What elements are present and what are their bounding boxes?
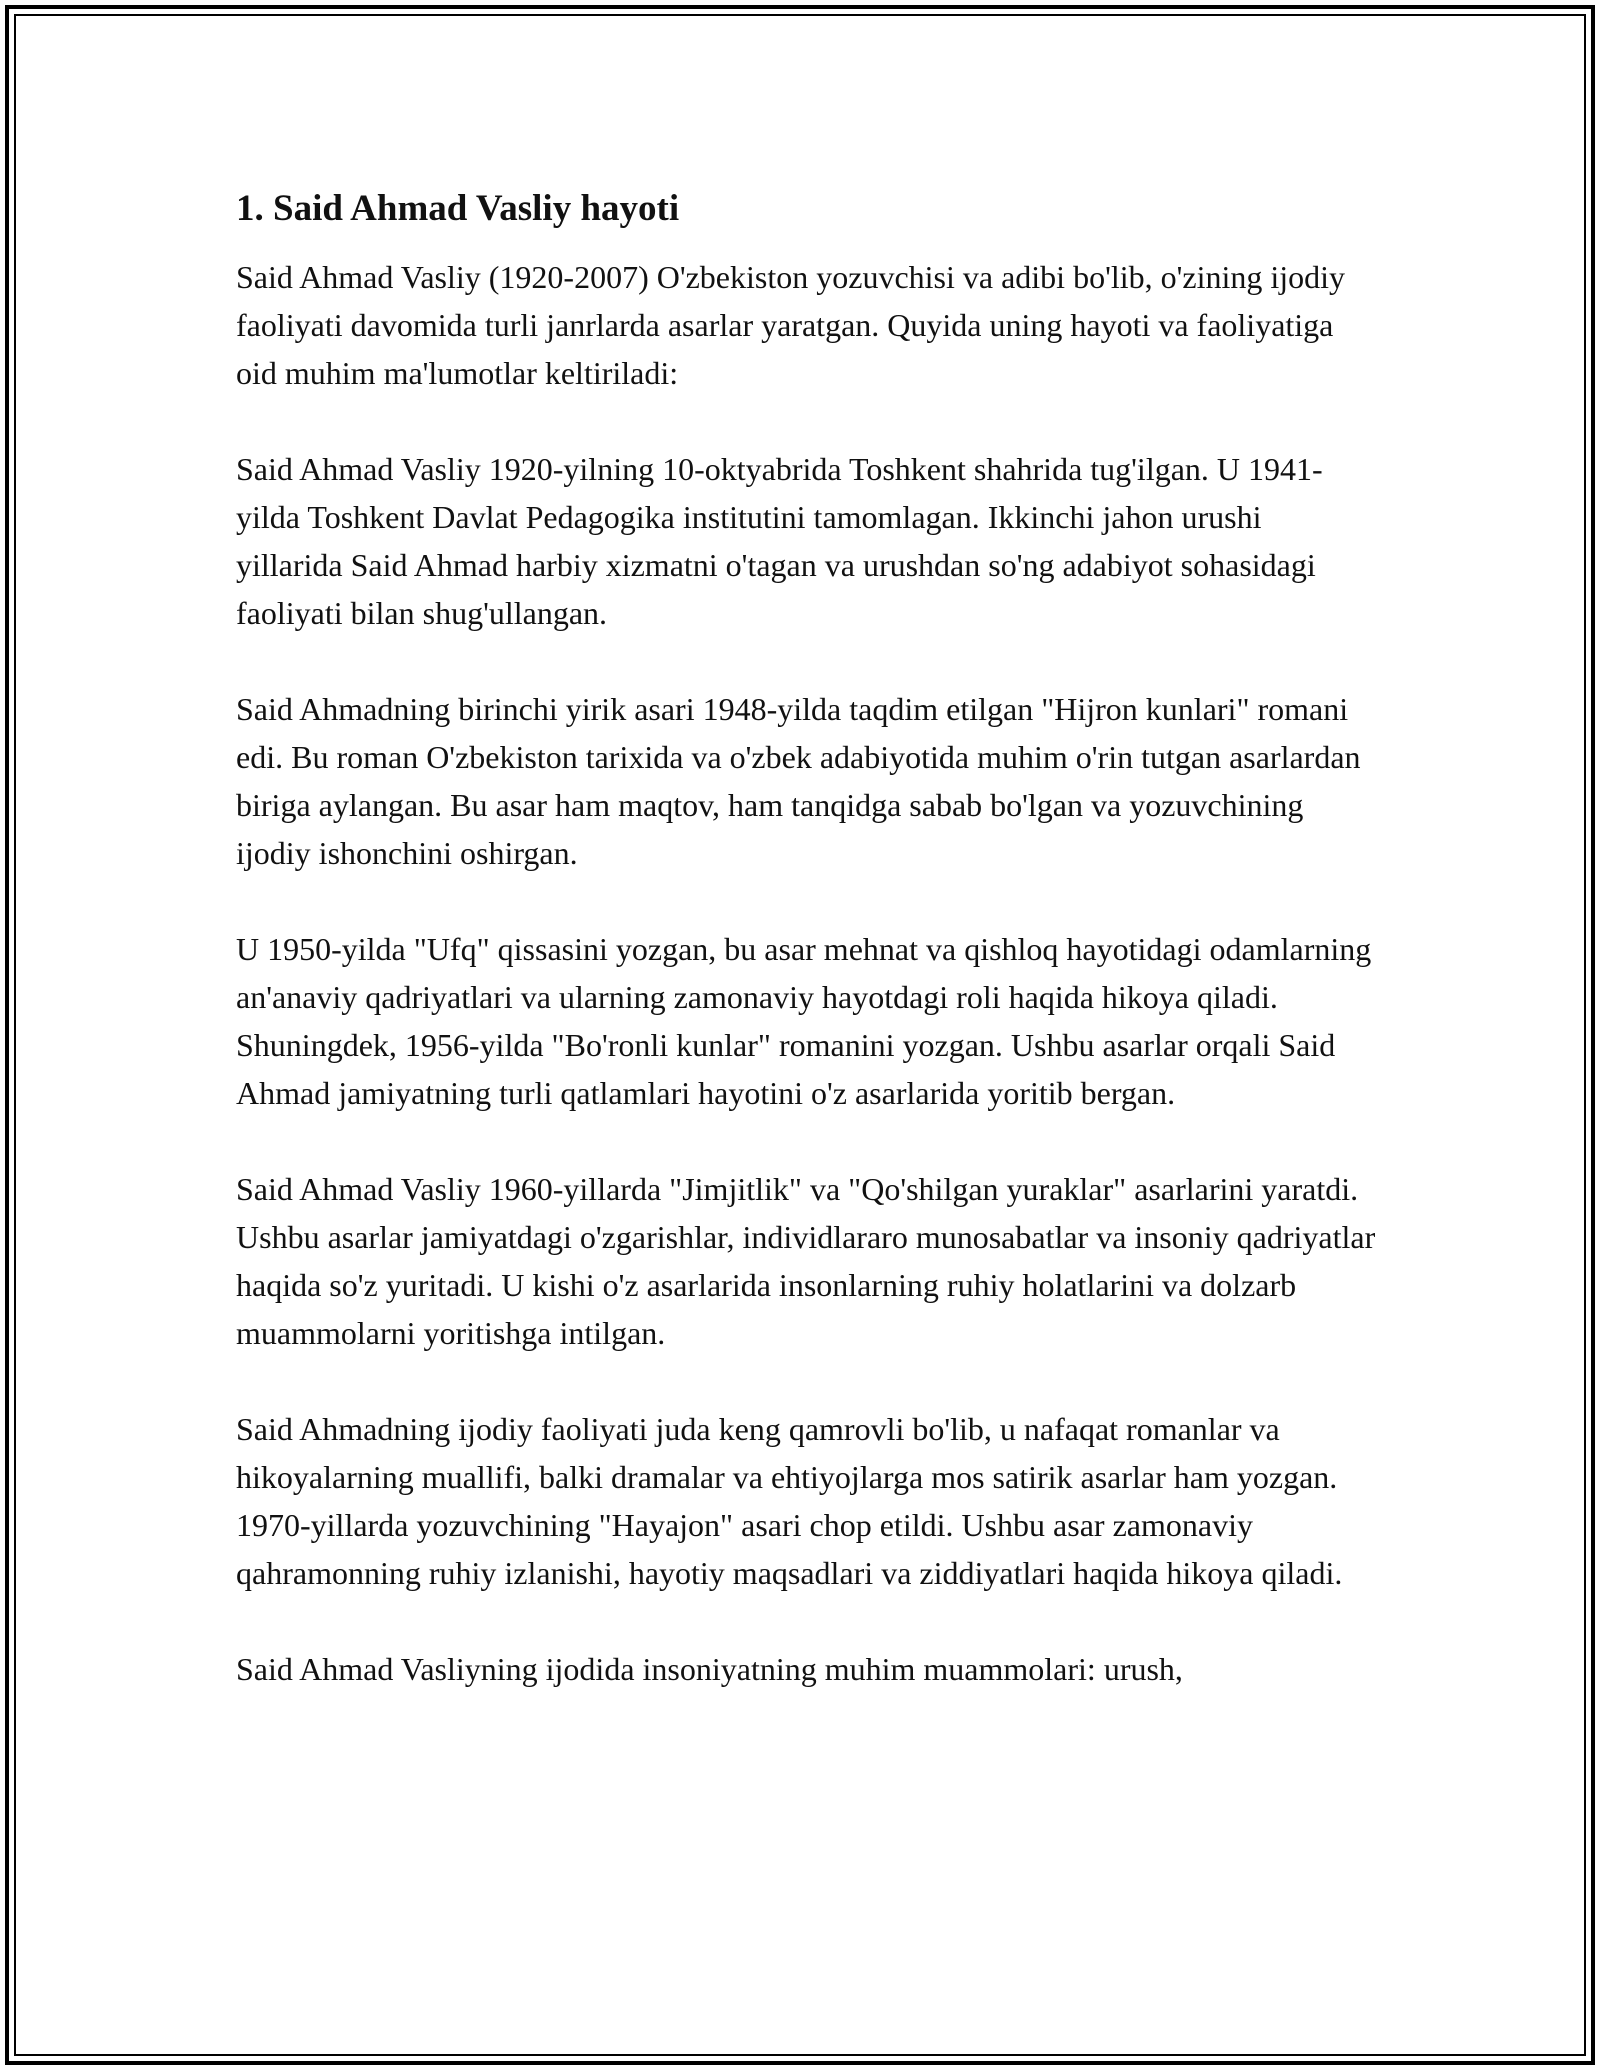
paragraph-first-novel: Said Ahmadning birinchi yirik asari 1948-yilda taqdim etilgan "Hijron kunlari" romani edi. Bu roman O'zbekiston tarixida va o'zbek adabiyotida muhim o'rin tutgan asarlardan biriga aylangan. Bu asar ham maqtov, ham tanqidga sabab bo'lgan va yozuvchining ijodiy ishonchini oshirgan. [236, 691, 1361, 871]
paragraph-1960s-works: Said Ahmad Vasliy 1960-yillarda "Jimjitlik" va "Qo'shilgan yuraklar" asarlarini yaratdi. Ushbu asarlar jamiyatdagi o'zgarishlar, individlararo munosabatlar va insoniy qadriyatlar haqida so'z yuritadi. U kishi o'z asarlarida insonlarning ruhiy holatlarini va dolzarb muammolarni yoritishga intilgan. [236, 1171, 1376, 1351]
document-body [236, 185, 1376, 1741]
paragraph-birth-education: Said Ahmad Vasliy 1920-yilning 10-oktyabrida Toshkent shahrida tug'ilgan. U 1941-yilda Toshkent Davlat Pedagogika institutini tamomlagan. Ikkinchi jahon urushi yillarida Said Ahmad harbiy xizmatni o'tagan va urushdan so'ng adabiyot sohasidagi faoliyati bilan shug'ullangan. [236, 451, 1323, 631]
paragraph-intro: Said Ahmad Vasliy (1920-2007) O'zbekiston yozuvchisi va adibi bo'lib, o'zining ijodiy faoliyati davomida turli janrlarda asarlar yaratgan. Quyida uning hayoti va faoliyatiga oid muhim ma'lumotlar keltiriladi: [236, 259, 1346, 391]
section-heading: 1. Said Ahmad Vasliy hayoti [236, 188, 680, 229]
paragraph-ufq-story: U 1950-yilda "Ufq" qissasini yozgan, bu asar mehnat va qishloq hayotidagi odamlarning an'anaviy qadriyatlari va ularning zamonaviy hayotdagi roli haqida hikoya qiladi. Shuningdek, 1956-yilda "Bo'ronli kunlar" romanini yozgan. Ushbu asarlar orqali Said Ahmad jamiyatning turli qatlamlari hayotini o'z asarlarida yoritib bergan. [236, 931, 1372, 1111]
paragraph-themes: Said Ahmad Vasliyning ijodida insoniyatning muhim muammolari: urush, [236, 1651, 1183, 1687]
paragraph-creative-range: Said Ahmadning ijodiy faoliyati juda keng qamrovli bo'lib, u nafaqat romanlar va hikoyalarning muallifi, balki dramalar va ehtiyojlarga mos satirik asarlar ham yozgan. 1970-yillarda yozuvchining "Hayajon" asari chop etildi. Ushbu asar zamonaviy qahramonning ruhiy izlanishi, hayotiy maqsadlari va ziddiyatlari haqida hikoya qiladi. [236, 1411, 1343, 1591]
